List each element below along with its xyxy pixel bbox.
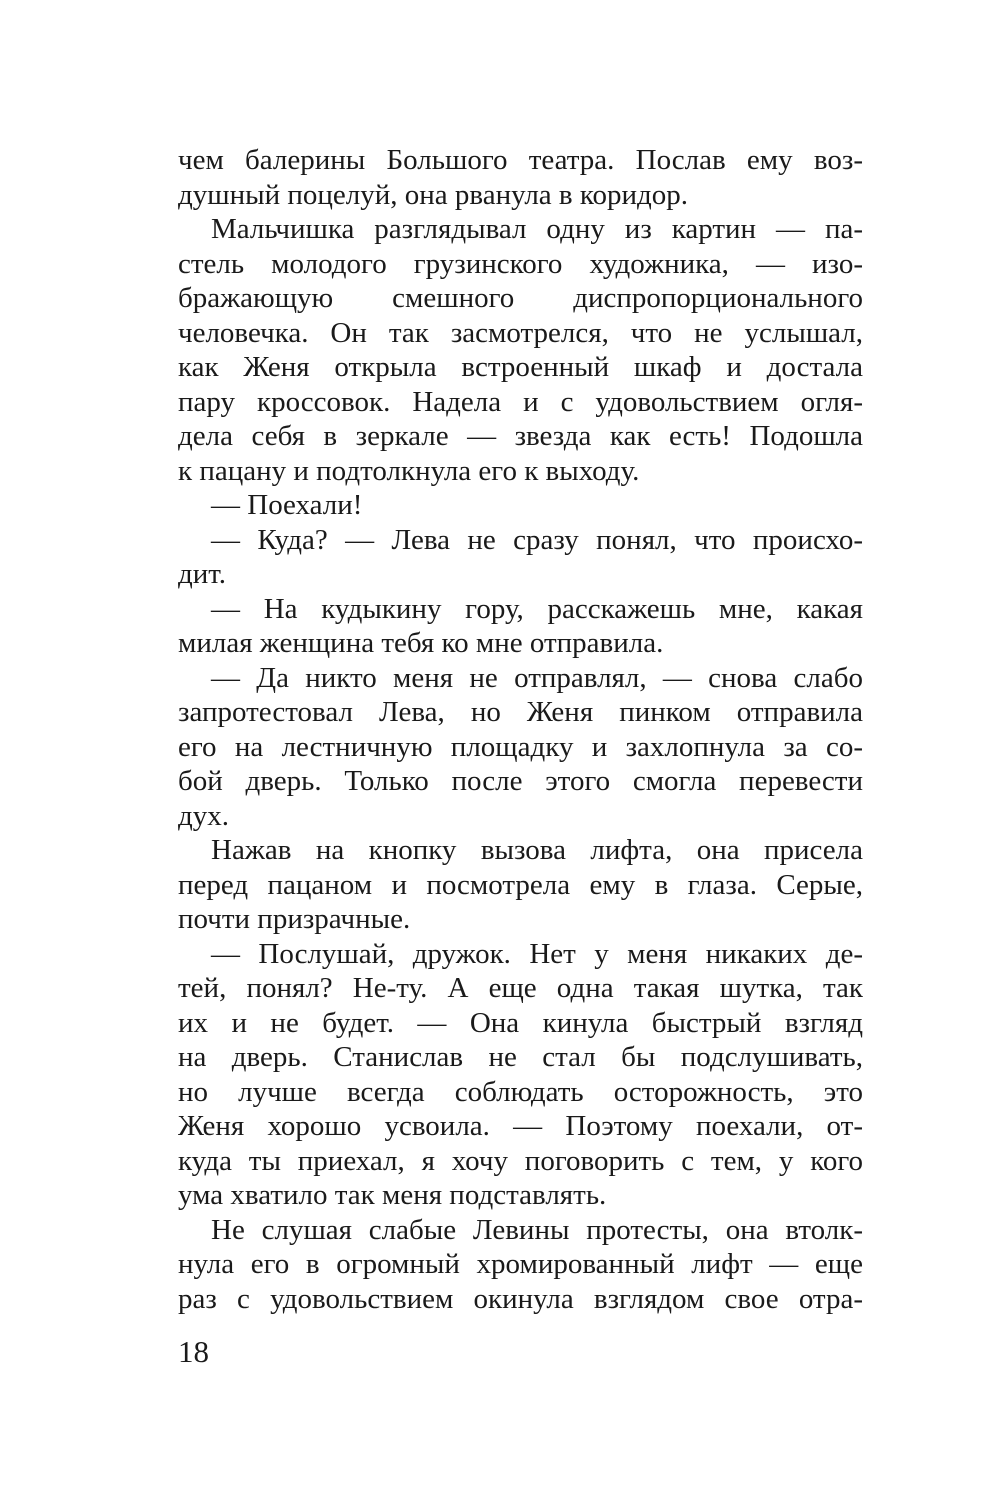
text-line: его на лестничную площадку и захлопнула за со-	[178, 730, 863, 763]
text-line: нула его в огромный хромированный лифт — еще	[178, 1248, 863, 1280]
text-line: раз с удовольствием окинула взглядом свое отра-	[178, 1282, 863, 1315]
text-line: — Да никто меня не отправлял, — снова слабо	[211, 661, 863, 694]
text-line: почти призрачные.	[178, 903, 411, 935]
text-line: к пацану и подтолкнула его к выходу.	[178, 454, 640, 487]
text-line: тей, понял? Не-ту. А еще одна такая шутка, так	[178, 972, 863, 1004]
text-line: куда ты приехал, я хочу поговорить с тем, у кого	[178, 1144, 863, 1177]
text-line: на дверь. Станислав не стал бы подслушивать,	[178, 1041, 863, 1073]
text-line: перед пацаном и посмотрела ему в глаза. Серые,	[178, 868, 863, 901]
text-line: но лучше всегда соблюдать осторожность, это	[178, 1075, 863, 1108]
text-line: Мальчишка разглядывал одну из картин — па-	[211, 213, 863, 245]
text-line: стель молодого грузинского художника, — изо-	[178, 247, 863, 280]
body-text	[178, 143, 863, 1316]
text-line: — Поехали!	[211, 489, 363, 521]
text-line: как Женя открыла встроенный шкаф и достала	[178, 351, 863, 383]
text-line: бражающую смешного диспропорционального	[178, 282, 863, 314]
text-line: Нажав на кнопку вызова лифта, она присела	[211, 834, 863, 866]
page-number: 18	[178, 1334, 209, 1369]
text-line: душный поцелуй, она рванула в коридор.	[178, 178, 689, 211]
text-line: Женя хорошо усвоила. — Поэтому поехали, от-	[178, 1110, 863, 1142]
text-line: запротестовал Лева, но Женя пинком отправила	[178, 696, 863, 728]
text-line: чем балерины Большого театра. Послав ему воз-	[178, 144, 863, 176]
text-line: — На кудыкину гору, расскажешь мне, какая	[211, 592, 863, 625]
text-line: дит.	[178, 558, 227, 590]
text-line: ума хватило так меня подставлять.	[178, 1179, 607, 1211]
text-line: дела себя в зеркале — звезда как есть! Подошла	[178, 420, 863, 452]
text-line: — Послушай, дружок. Нет у меня никаких де-	[211, 937, 863, 970]
text-line: человечка. Он так засмотрелся, что не услышал,	[178, 316, 863, 349]
text-line: их и не будет. — Она кинула быстрый взгляд	[178, 1006, 863, 1039]
text-line: пару кроссовок. Надела и с удовольствием огля-	[178, 385, 863, 418]
text-line: — Куда? — Лева не сразу понял, что происхо-	[211, 523, 863, 556]
text-line: бой дверь. Только после этого смогла перевести	[178, 765, 863, 797]
text-line: дух.	[178, 799, 230, 832]
text-line: милая женщина тебя ко мне отправила.	[178, 627, 664, 659]
text-line: Не слушая слабые Левины протесты, она втолк-	[211, 1213, 863, 1246]
